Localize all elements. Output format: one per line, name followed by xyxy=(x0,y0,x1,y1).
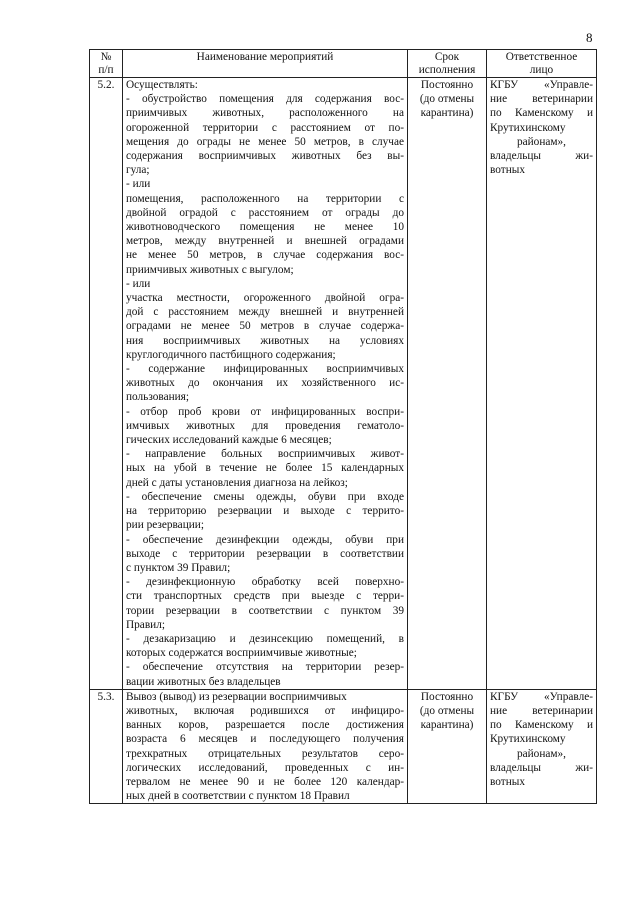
header-name: Наименование мероприятий xyxy=(123,50,408,78)
measure-text-line: сти транспортных средств при выезде с терри- xyxy=(126,590,404,603)
measure-text-line: тории резервации в соответствии с пунктом 39 xyxy=(126,604,404,617)
measure-text-line: пользования; xyxy=(126,391,190,404)
responsible-line: районам», xyxy=(516,135,567,148)
responsible-line: ние ветеринарии xyxy=(490,704,593,717)
header-responsible-line-1: Ответственное xyxy=(505,51,578,63)
measure-text-line: животных, включая родившихся от инфициро- xyxy=(126,704,404,717)
responsible-line: по Каменскому и xyxy=(490,719,593,732)
measure-text-line: Вывоз (вывод) из резервации восприимчивых xyxy=(126,690,347,703)
measure-text-line: гула; xyxy=(126,164,150,177)
measure-text-line: рии резервации; xyxy=(126,519,204,532)
row-number: 5.3. xyxy=(90,689,123,804)
measure-text-line: помещения, расположенного на территории с xyxy=(126,192,404,205)
responsible-line: владельцы жи- xyxy=(490,150,593,163)
execution-term-line: Постоянно xyxy=(420,79,474,91)
measures-table xyxy=(89,49,597,804)
table-row xyxy=(90,689,597,804)
measure-text-line: Правил; xyxy=(126,618,165,631)
measure-text-line: ных на убой в течение не более 15 календарных xyxy=(126,462,404,475)
execution-term-line: карантина) xyxy=(420,107,474,120)
measure-text-line: - содержание инфицированных восприимчивых xyxy=(126,363,404,376)
measure-text-line: тервалом не менее 90 и не более 120 календар- xyxy=(126,775,404,788)
execution-term-line: (до отмены xyxy=(419,704,475,717)
measure-text-line: участка местности, огороженного двойной огра- xyxy=(126,292,404,305)
measure-text-line: метров, между внутренней и внешней оградами xyxy=(126,235,404,248)
measure-text-line: - дезакаризацию и дезинсекцию помещений, в xyxy=(126,632,404,645)
measure-text-line: ных дней в соответствии с пунктом 18 Правил xyxy=(126,790,350,803)
responsible-line: вотных xyxy=(490,775,525,788)
measure-text-line: - или xyxy=(126,178,151,191)
measure-text-line: не менее 50 метров, в случае содержания вос- xyxy=(126,249,404,262)
responsible-line: КГБУ «Управле- xyxy=(490,690,593,703)
execution-term xyxy=(408,689,487,804)
measure-text-line: - направление больных восприимчивых живот- xyxy=(126,448,404,461)
measure-text-line: с пунктом 39 Правил; xyxy=(126,561,231,574)
measure-text-line: ванных коров, разрешается после достижения xyxy=(126,719,404,732)
execution-term xyxy=(408,78,487,690)
measure-text-line: приимчивых животных, расположенного на xyxy=(126,107,404,120)
measure-text-line: оградами не менее 50 метров в случае содержа- xyxy=(126,320,404,333)
measure-text-line: двойной оградой с расстоянием от ограды до xyxy=(126,206,404,219)
header-term-line-1: Срок xyxy=(434,51,460,63)
measure-text-line: приимчивых животных с выгулом; xyxy=(126,263,294,276)
measure-text-line: - дезинфекционную обработку всей поверхно- xyxy=(126,576,404,589)
measure-text-line: гических исследований каждые 6 месяцев; xyxy=(126,434,332,447)
responsible-person xyxy=(487,78,597,690)
measure-text-line: - обеспечение смены одежды, обуви при входе xyxy=(126,490,404,503)
measure-text-line: которых содержатся восприимчивые животные; xyxy=(126,647,357,660)
header-num-line-1: № xyxy=(100,51,112,63)
measure-text-line: возраста 6 месяцев и последующего получения xyxy=(126,733,404,746)
measure-text-line: дой с расстоянием между внешней и внутренней xyxy=(126,306,404,319)
measure-text-line: животноводческого помещения не менее 10 xyxy=(126,221,404,234)
measure-text-line: - обеспечение отсутствия на территории резер- xyxy=(126,661,404,674)
page-number: 8 xyxy=(586,30,593,45)
header-term xyxy=(408,50,487,78)
responsible-line: Крутихинскому xyxy=(490,733,566,746)
measure-text-line: трехкратных отрицательных результатов серо- xyxy=(126,747,404,760)
measure-text-line: вации животных без владельцев xyxy=(126,675,281,688)
measure-text-line: животных до окончания их хозяйственного ис- xyxy=(126,377,404,390)
execution-term-line: карантина) xyxy=(420,719,474,732)
measure-text-line: - или xyxy=(126,277,151,290)
measure-text-line: - обеспечение дезинфекции одежды, обуви при xyxy=(126,533,404,546)
table-header-row xyxy=(90,50,597,78)
responsible-line: по Каменскому и xyxy=(490,107,593,120)
measure-description xyxy=(123,78,408,690)
measure-text-line: круглогодичного пастбищного содержания; xyxy=(126,348,336,361)
measure-text-line: содержания восприимчивых животных без вы- xyxy=(126,150,404,163)
responsible-line: районам», xyxy=(516,747,567,760)
responsible-line: вотных xyxy=(490,164,525,177)
measure-text-line: - обустройство помещения для содержания вос- xyxy=(126,93,404,106)
measure-text-line: огороженной территории с расстоянием от по- xyxy=(126,121,404,134)
measure-text-line: имчивых животных для проведения гематоло- xyxy=(126,419,404,432)
measure-text-line: выходе с территории резервации в соответствии xyxy=(126,547,404,560)
measure-text-line: - отбор проб крови от инфицированных воспри- xyxy=(126,405,404,418)
row-number: 5.2. xyxy=(90,78,123,690)
measure-text-line: ния восприимчивых животных на условиях xyxy=(126,334,404,347)
measure-text-line: на территорию резервации и выходе с террито- xyxy=(126,505,404,518)
measure-text-line: Осуществлять: xyxy=(126,79,198,91)
header-term-line-2: исполнения xyxy=(418,63,476,76)
responsible-line: Крутихинскому xyxy=(490,121,566,134)
responsible-line: КГБУ «Управле- xyxy=(490,79,593,91)
header-responsible-line-2: лицо xyxy=(529,63,554,76)
responsible-line: ние ветеринарии xyxy=(490,93,593,106)
measure-text-line: логических исследований, проведенных с ин- xyxy=(126,761,404,774)
measure-text-line: дней с даты установления диагноза на лейкоз; xyxy=(126,476,348,489)
header-num xyxy=(90,50,123,78)
responsible-person xyxy=(487,689,597,804)
measure-text-line: мещения до ограды не менее 50 метров, в случае xyxy=(126,135,404,148)
table-row xyxy=(90,78,597,690)
header-responsible xyxy=(487,50,597,78)
header-num-line-2: п/п xyxy=(98,63,114,76)
measure-description xyxy=(123,689,408,804)
responsible-line: владельцы жи- xyxy=(490,761,593,774)
execution-term-line: (до отмены xyxy=(419,93,475,106)
execution-term-line: Постоянно xyxy=(420,690,474,703)
